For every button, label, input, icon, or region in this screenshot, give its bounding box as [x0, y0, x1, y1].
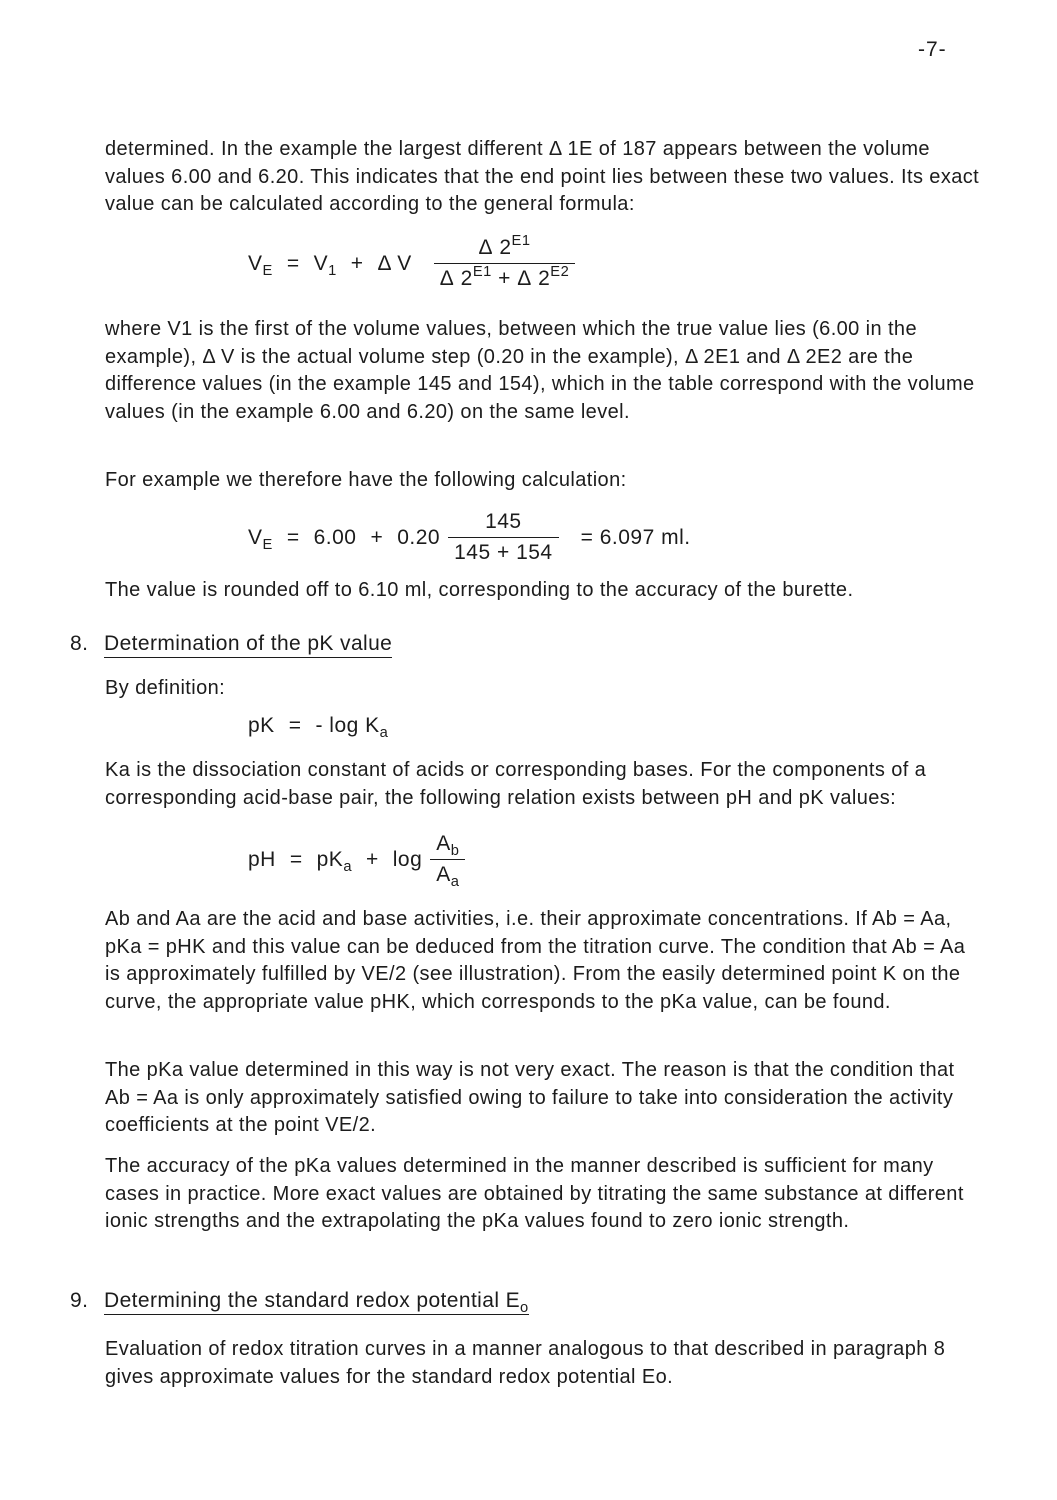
eq2-numerator: 145 [485, 510, 522, 533]
eq2-fraction [448, 510, 559, 565]
eq4-fraction [430, 832, 465, 891]
paragraph-where-definitions: where V1 is the first of the volume values, between which the true value lies (6.00 in the example), Δ V is the actual volume step (0.20 in the example), Δ 2E1 and Δ 2E2 are the difference values (in the example 145 and 154), which in the table correspond with the volume values (in the example 6.00 and 6.20) on the same level. [105, 318, 975, 423]
paragraph-calculation-intro: For example we therefore have the following calculation: [105, 469, 627, 491]
section-8-heading: 8. Determination of the pK value [70, 632, 392, 656]
equation-henderson-hasselbalch: pH = $pK_a$ + log $\frac{A_b}{A_a}$ [248, 832, 473, 887]
paragraph-redox-evaluation: Evaluation of redox titration curves in a manner analogous to that described in paragraph 8 gives approximate values for the standard redox potential Eo. [105, 1338, 946, 1388]
paragraph-pka-accuracy: The accuracy of the pKa values determined in the manner described is sufficient for many cases in practice. More exact values are obtained by titrating the same substance at different ionic strengths and the extrapolating the pKa values found to zero ionic strength. [105, 1155, 964, 1232]
section-8-title: Determination of the pK value [104, 632, 392, 658]
eq2-lhs: $V_E$ [248, 525, 273, 553]
eq2-denominator: 145 + 154 [448, 537, 559, 565]
eq1-denominator: Δ $2^{E1} + \Delta$ $2^{E2}$ [434, 263, 576, 291]
section-9-heading: 9. Determining the standard redox potential $E_o$ [70, 1289, 529, 1317]
paragraph-rounding: The value is rounded off to 6.10 ml, corresponding to the accuracy of the burette. [105, 579, 854, 601]
paragraph-dissociation-constant: Ka is the dissociation constant of acids or corresponding bases. For the components of a corresponding acid-base pair, the following relation exists between pH and pK values: [105, 759, 927, 809]
eq4-pka: $pK_a$ [316, 847, 352, 875]
section-9-title: Determining the standard redox potential $E_o$ [104, 1289, 529, 1317]
page-number: -7- [918, 38, 947, 61]
eq1-numerator: Δ $2^{E1}$ [478, 233, 531, 259]
eq2-volume: 6.00 [313, 525, 357, 549]
eq4-denominator: $A_a$ [430, 859, 465, 887]
eq1-fraction [434, 233, 576, 291]
equation-ve-general: $V_E$ = $V_1$ + Δ V $\frac{\Delta 2^{E1}}{\Delta 2^{E1} + \Delta 2^{E2}}$ [248, 236, 583, 291]
eq4-numerator: $A_b$ [436, 832, 460, 860]
eq2-result: = 6.097 ml. [580, 525, 691, 549]
eq1-v1: $V_1$ [313, 251, 337, 279]
paragraph-pka-exactness: The pKa value determined in this way is not very exact. The reason is that the condition that Ab = Aa is only approximately satisfied owing to failure to take into consideration the activity coefficients at the point VE/2. [105, 1059, 955, 1136]
eq2-step: 0.20 [397, 525, 441, 549]
paragraph-activities: Ab and Aa are the acid and base activities, i.e. their approximate concentrations. If Ab = Aa, pKa = pHK and this value can be deduced from the titration curve. The condition that Ab = Aa is approximately fulfilled by VE/2 (see illustration). From the easily determined point K on the curve, the appropriate value pHK, which corresponds to the pKa value, can be found. [105, 908, 966, 1013]
equation-ve-calculation: $V_E$ = 6.00 + 0.20 $\frac{145}{145 + 154}$ = 6.097 ml. [248, 510, 691, 564]
eq1-delta-v: Δ V [377, 251, 412, 275]
paragraph-end-point-intro: determined. In the example the largest different Δ 1E of 187 appears between the volume values 6.00 and 6.20. This indicates that the end point lies between these two values. Its exact value can be calculated according to the general formula: [105, 138, 980, 215]
paragraph-by-definition: By definition: [105, 677, 226, 699]
eq1-lhs: $V_E$ [248, 251, 273, 279]
eq3-rhs: - $\log K_a$ [315, 714, 389, 742]
equation-pk-definition: pK = - $\log K_a$ [248, 714, 389, 742]
